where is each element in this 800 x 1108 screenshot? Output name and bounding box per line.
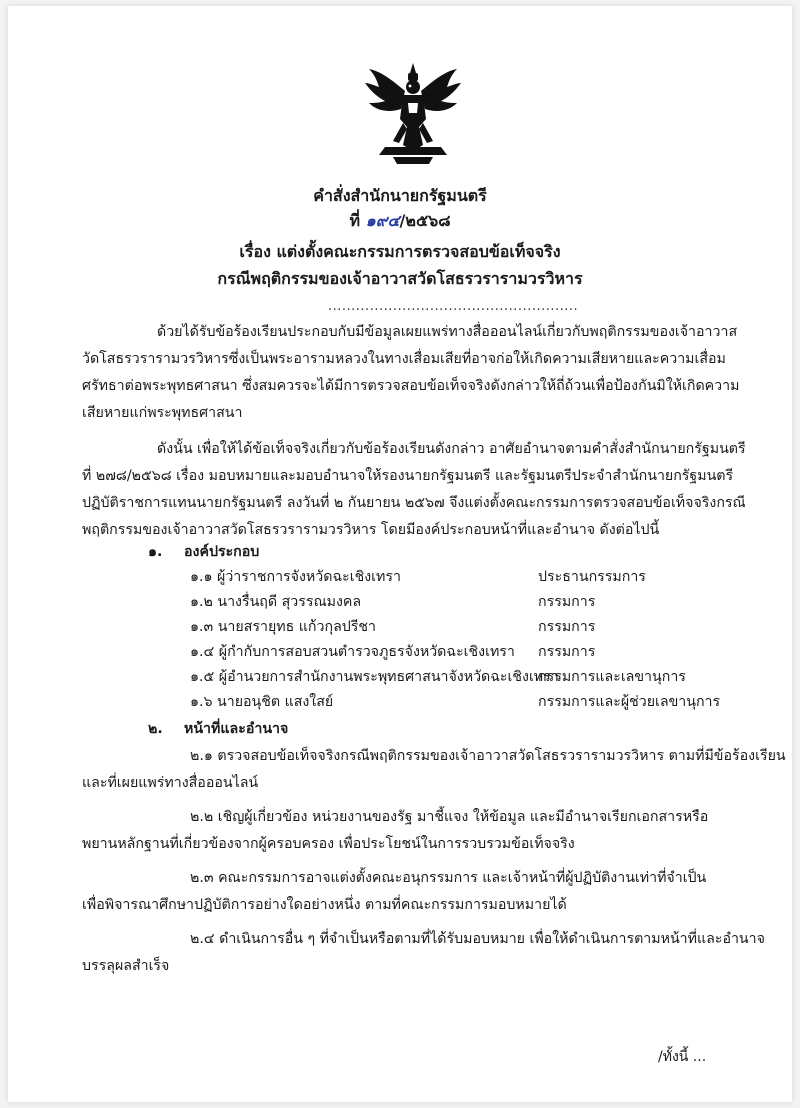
para2-line2: ที่ ๒๗๘/๒๕๖๘ เรื่อง มอบหมายและมอบอำนาจให้รองนายกรัฐมนตรี และรัฐมนตรีประจำสำนักนายกรัฐมนตรี	[82, 468, 734, 484]
garuda-emblem-icon	[363, 61, 463, 166]
duty-line1: ๒.๔ ดำเนินการอื่น ๆ ที่จำเป็นหรือตามที่ได้รับมอบหมาย เพื่อให้ดำเนินการตามหน้าที่และอำนาจ	[190, 931, 765, 947]
section2-number: ๒.	[148, 721, 163, 737]
member-name: ๑.๒ นางรื่นฤดี สุวรรณมงคล	[190, 594, 362, 610]
document-page	[8, 6, 792, 1102]
para1-line3: ศรัทธาต่อพระพุทธศาสนา ซึ่งสมควรจะได้มีการตรวจสอบข้อเท็จจริงดังกล่าวให้ถี่ถ้วนเพื่อป้องกันมิให้เกิดความ	[82, 378, 740, 394]
handwritten-number: ๑๙๔	[365, 211, 400, 230]
member-name: ๑.๖ นายอนุชิต แสงใสย์	[190, 694, 334, 710]
duty-line2: บรรลุผลสำเร็จ	[82, 958, 170, 974]
para2-line4: พฤติกรรมของเจ้าอาวาสวัดโสธรวรารามวรวิหาร โดยมีองค์ประกอบหน้าที่และอำนาจ ดังต่อไปนี้	[82, 522, 660, 538]
para1-line2: วัดโสธรวรารามวรวิหารซึ่งเป็นพระอารามหลวงในทางเสื่อมเสียที่อาจก่อให้เกิดความเสียหายและความเสื่อม	[82, 351, 726, 367]
member-name: ๑.๕ ผู้อำนวยการสำนักงานพระพุทธศาสนาจังหวัดฉะเชิงเทรา	[190, 669, 559, 685]
para1-line1: ด้วยได้รับข้อร้องเรียนประกอบกับมีข้อมูลเผยแพร่ทางสื่อออนไลน์เกี่ยวกับพฤติกรรมของเจ้าอาวาส	[157, 324, 738, 340]
duty-line2: เพื่อพิจารณาศึกษาปฏิบัติการอย่างใดอย่างหนึ่ง ตามที่คณะกรรมการมอบหมายได้	[82, 897, 567, 913]
member-name: ๑.๑ ผู้ว่าราชการจังหวัดฉะเชิงเทรา	[190, 569, 401, 585]
document-number	[8, 209, 792, 234]
section1-heading: องค์ประกอบ	[184, 544, 260, 560]
section1-number: ๑.	[148, 544, 163, 560]
member-role: ประธานกรรมการ	[538, 569, 646, 585]
duty-line2: พยานหลักฐานที่เกี่ยวข้องจากผู้ครอบครอง เพื่อประโยชน์ในการรวบรวมข้อเท็จจริง	[82, 836, 575, 852]
document-subject-line2: กรณีพฤติกรรมของเจ้าอาวาสวัดโสธรวรารามวรวิหาร	[217, 269, 583, 288]
continuation-marker: /ทั้งนี้ ...	[658, 1049, 707, 1065]
separator-dots: ......................................................	[328, 299, 579, 314]
member-role: กรรมการ	[538, 594, 596, 610]
duty-line1: ๒.๓ คณะกรรมการอาจแต่งตั้งคณะอนุกรรมการ และเจ้าหน้าที่ผู้ปฏิบัติงานเท่าที่จำเป็น	[190, 870, 707, 886]
member-name: ๑.๔ ผู้กำกับการสอบสวนตำรวจภูธรจังหวัดฉะเชิงเทรา	[190, 644, 515, 660]
number-suffix: /๒๕๖๘	[399, 211, 451, 230]
member-role: กรรมการและผู้ช่วยเลขานุการ	[538, 694, 721, 710]
member-role: กรรมการ	[538, 619, 596, 635]
member-role: กรรมการ	[538, 644, 596, 660]
document-title: คำสั่งสำนักนายกรัฐมนตรี	[313, 186, 487, 205]
number-prefix: ที่	[349, 211, 360, 230]
member-role: กรรมการและเลขานุการ	[538, 669, 686, 685]
para1-line4: เสียหายแก่พระพุทธศาสนา	[82, 405, 243, 421]
document-subject: เรื่อง แต่งตั้งคณะกรรมการตรวจสอบข้อเท็จจริง	[239, 242, 561, 261]
section2-heading: หน้าที่และอำนาจ	[184, 721, 289, 737]
duty-line1: ๒.๑ ตรวจสอบข้อเท็จจริงกรณีพฤติกรรมของเจ้าอาวาสวัดโสธรวรารามวรวิหาร ตามที่มีข้อร้องเรียน	[190, 748, 786, 764]
duty-line2: และที่เผยแพร่ทางสื่อออนไลน์	[82, 775, 259, 791]
para2-line3: ปฏิบัติราชการแทนนายกรัฐมนตรี ลงวันที่ ๒ กันยายน ๒๕๖๗ จึงแต่งตั้งคณะกรรมการตรวจสอบข้อเท็จจริงกรณี	[82, 495, 746, 511]
member-name: ๑.๓ นายสรายุทธ แก้วกุลปรีชา	[190, 619, 376, 635]
para2-line1: ดังนั้น เพื่อให้ได้ข้อเท็จจริงเกี่ยวกับข้อร้องเรียนดังกล่าว อาศัยอำนาจตามคำสั่งสำนักนายกรัฐมนตรี	[157, 441, 746, 457]
duty-line1: ๒.๒ เชิญผู้เกี่ยวข้อง หน่วยงานของรัฐ มาชี้แจง ให้ข้อมูล และมีอำนาจเรียกเอกสารหรือ	[190, 809, 709, 825]
